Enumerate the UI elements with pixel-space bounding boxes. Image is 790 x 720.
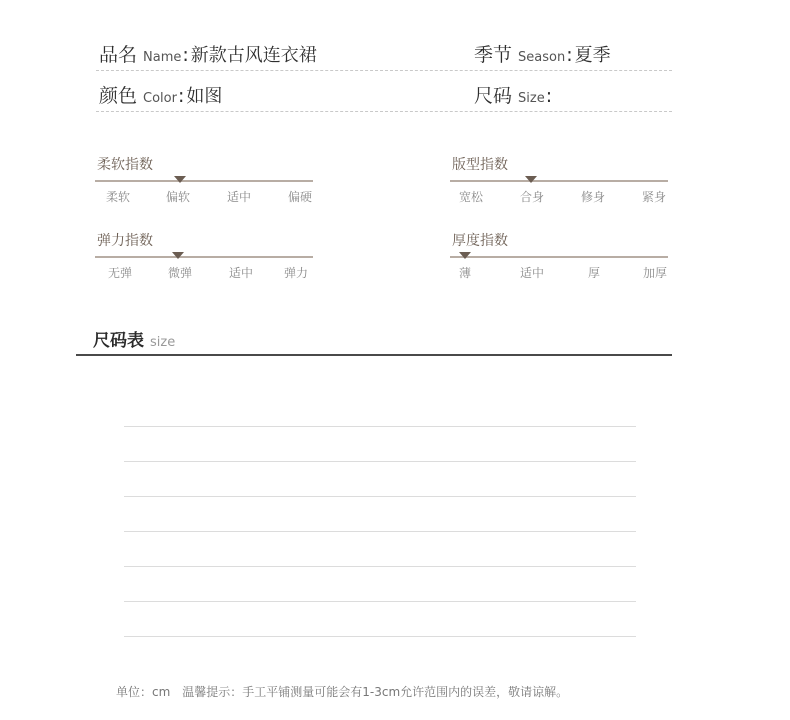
name-label-en: Name bbox=[143, 50, 182, 65]
scale-line bbox=[95, 180, 313, 182]
season-value: 夏季 bbox=[574, 45, 611, 66]
scale-option: 弹力 bbox=[283, 266, 309, 280]
scale-option: 微弹 bbox=[167, 266, 193, 280]
size-field bbox=[474, 81, 554, 108]
season-field bbox=[474, 40, 611, 67]
scale-option: 紧身 bbox=[641, 190, 667, 204]
scale-line bbox=[450, 256, 668, 258]
table-row-line bbox=[124, 531, 636, 532]
size-chart-title bbox=[93, 326, 175, 351]
table-row-line bbox=[124, 636, 636, 637]
fit-index bbox=[450, 154, 668, 214]
color-value: 如图 bbox=[186, 86, 223, 107]
index-title: 弹力指数 bbox=[97, 233, 153, 249]
name-value: 新款古风连衣裙 bbox=[190, 45, 317, 66]
index-title: 柔软指数 bbox=[97, 157, 153, 173]
scale-option: 合身 bbox=[519, 190, 545, 204]
scale-option: 偏硬 bbox=[287, 190, 313, 204]
scale-line bbox=[450, 180, 668, 182]
scale-option: 适中 bbox=[228, 266, 254, 280]
scale-line bbox=[95, 256, 313, 258]
elasticity-index bbox=[95, 230, 313, 290]
table-row-line bbox=[124, 496, 636, 497]
table-row-line bbox=[124, 461, 636, 462]
size-label: 尺码 bbox=[474, 85, 513, 107]
index-title: 版型指数 bbox=[452, 157, 508, 173]
size-chart-title-zh: 尺码表 bbox=[93, 331, 144, 351]
size-label-en: Size bbox=[518, 91, 545, 106]
footer-note bbox=[116, 683, 568, 700]
scale-option: 适中 bbox=[226, 190, 252, 204]
scale-option: 加厚 bbox=[642, 266, 668, 280]
scale-option: 薄 bbox=[458, 266, 472, 280]
table-row-line bbox=[124, 566, 636, 567]
size-chart-title-en: size bbox=[150, 335, 176, 350]
table-row-line bbox=[124, 601, 636, 602]
info-row-name-season bbox=[96, 30, 672, 71]
scale-marker-icon bbox=[174, 176, 186, 183]
name-label: 品名 bbox=[99, 44, 138, 66]
table-row-line bbox=[124, 426, 636, 427]
unit-note: 单位：cm bbox=[116, 685, 171, 699]
color-label: 颜色 bbox=[99, 85, 138, 107]
section-divider bbox=[76, 354, 672, 356]
measurement-tip: 温馨提示：手工平铺测量可能会有1-3cm允许范围内的误差，敬请谅解。 bbox=[182, 685, 569, 699]
color-field bbox=[99, 81, 222, 108]
scale-option: 修身 bbox=[580, 190, 606, 204]
scale-option: 适中 bbox=[519, 266, 545, 280]
name-colon: : bbox=[182, 44, 189, 66]
scale-marker-icon bbox=[459, 252, 471, 259]
size-colon: : bbox=[545, 85, 553, 107]
index-title: 厚度指数 bbox=[452, 233, 508, 249]
scale-option: 偏软 bbox=[165, 190, 191, 204]
scale-option: 柔软 bbox=[105, 190, 131, 204]
color-label-en: Color bbox=[143, 91, 177, 106]
info-row-color-size bbox=[96, 71, 672, 112]
season-label-en: Season bbox=[518, 50, 566, 65]
softness-index bbox=[95, 154, 313, 214]
scale-marker-icon bbox=[172, 252, 184, 259]
color-colon: : bbox=[177, 85, 185, 107]
scale-option: 无弹 bbox=[107, 266, 133, 280]
season-label: 季节 bbox=[474, 44, 513, 66]
scale-option: 宽松 bbox=[458, 190, 484, 204]
scale-option: 厚 bbox=[587, 266, 601, 280]
thickness-index bbox=[450, 230, 668, 290]
season-colon: : bbox=[566, 44, 573, 66]
product-name-field bbox=[99, 40, 317, 67]
scale-marker-icon bbox=[525, 176, 537, 183]
